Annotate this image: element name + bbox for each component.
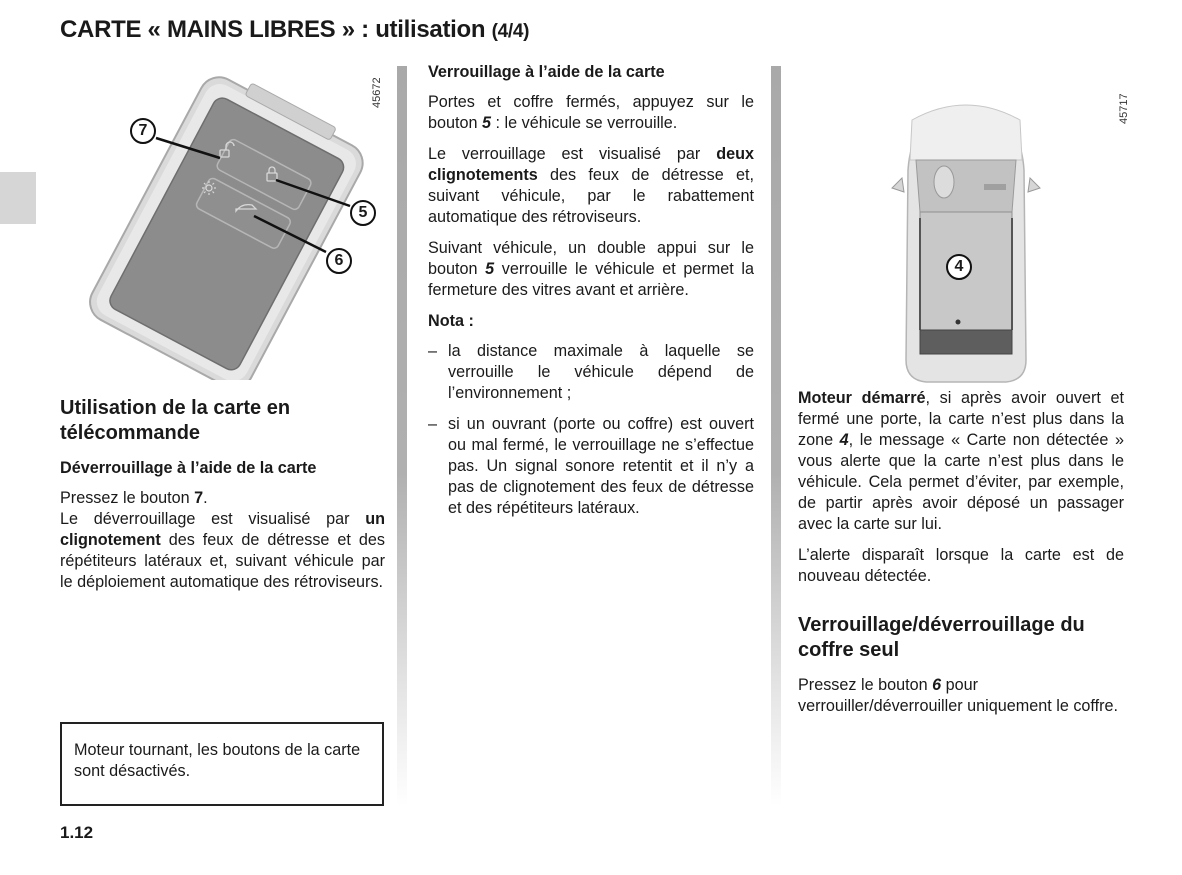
section-heading-trunk: Verrouillage/déverrouillage du coffre seul [798, 614, 1085, 661]
card-illustration [60, 60, 385, 380]
hands-free-card-image [60, 60, 385, 380]
nota-item: – la distance maximale à laquelle se verrouille le véhicule dépend de l’environnement ; [428, 341, 754, 404]
page-number: 1.12 [60, 823, 94, 842]
figure-id: 45717 [1118, 93, 1130, 124]
page-title-text: CARTE « MAINS LIBRES » : utilisation [60, 16, 486, 43]
car-topview-illustration [798, 60, 1130, 388]
nota-list [428, 341, 754, 519]
callout-6: 6 [326, 248, 352, 274]
paragraph-lock-instruction: Portes et coffre fermés, appuyez sur le bouton 5 : le véhicule se verrouille. [428, 93, 754, 132]
note-text: Moteur tournant, les boutons de la carte sont désactivés. [74, 741, 361, 780]
column-middle [428, 62, 754, 529]
chapter-tab-marker [0, 172, 36, 224]
column-left [60, 60, 385, 603]
column-divider [397, 66, 407, 806]
callout-7: 7 [130, 118, 156, 144]
note-box-engine-running [60, 722, 384, 806]
column-divider [771, 66, 781, 806]
subheading-locking: Verrouillage à l’aide de la carte [428, 63, 665, 81]
section-heading-remote: Utilisation de la carte en télécommande [60, 397, 291, 444]
car-top-view-image [798, 60, 1124, 388]
paragraph-double-press: Suivant véhicule, un double appui sur le bouton 5 verrouille le véhicule et permet la fermeture des vitres avant et arrière. [428, 239, 754, 299]
paragraph-trunk-instruction: Pressez le bouton 6 pour verrouiller/déverrouiller uniquement le coffre. [798, 676, 1119, 715]
nota-item: – si un ouvrant (porte ou coffre) est ouvert ou mal fermé, le verrouillage ne s’effectue pas. Un signal sonore retentit et il n’y a pas de clignotement des feux de détresse et des répétiteurs latéraux. [428, 414, 754, 519]
page-part-indicator: (4/4) [491, 21, 530, 42]
column-right [798, 60, 1130, 727]
nota-label: Nota : [428, 312, 474, 330]
paragraph-lock-visual: Le verrouillage est visualisé par deux clignotements des feux de détresse et, suivant véhicule, par le rabattement automatique des rétroviseurs. [428, 145, 754, 226]
paragraph-alert-disappears: L’alerte disparaît lorsque la carte est de nouveau détectée. [798, 546, 1124, 585]
subheading-unlocking: Déverrouillage à l’aide de la carte [60, 459, 317, 477]
page-title [60, 16, 529, 44]
instruction-press-7: Pressez le bouton 7. [60, 489, 208, 507]
callout-4: 4 [946, 254, 972, 280]
paragraph-unlock-visual: Le déverrouillage est visualisé par un clignotement des feux de détresse et des répétiteurs latéraux et, suivant véhicule par le déploiement automatique des rétroviseurs. [60, 510, 385, 591]
paragraph-engine-started: Moteur démarré, si après avoir ouvert et fermé une porte, la carte n’est plus dans la zone 4, le message « Carte non détectée » vous alerte que la carte n’est plus dans le véhicule. Cela permet d’éviter, par exemple, de partir après avoir déposé un passager avec la carte sur lui. [798, 389, 1124, 533]
figure-id: 45672 [371, 77, 383, 108]
callout-5: 5 [350, 200, 376, 226]
